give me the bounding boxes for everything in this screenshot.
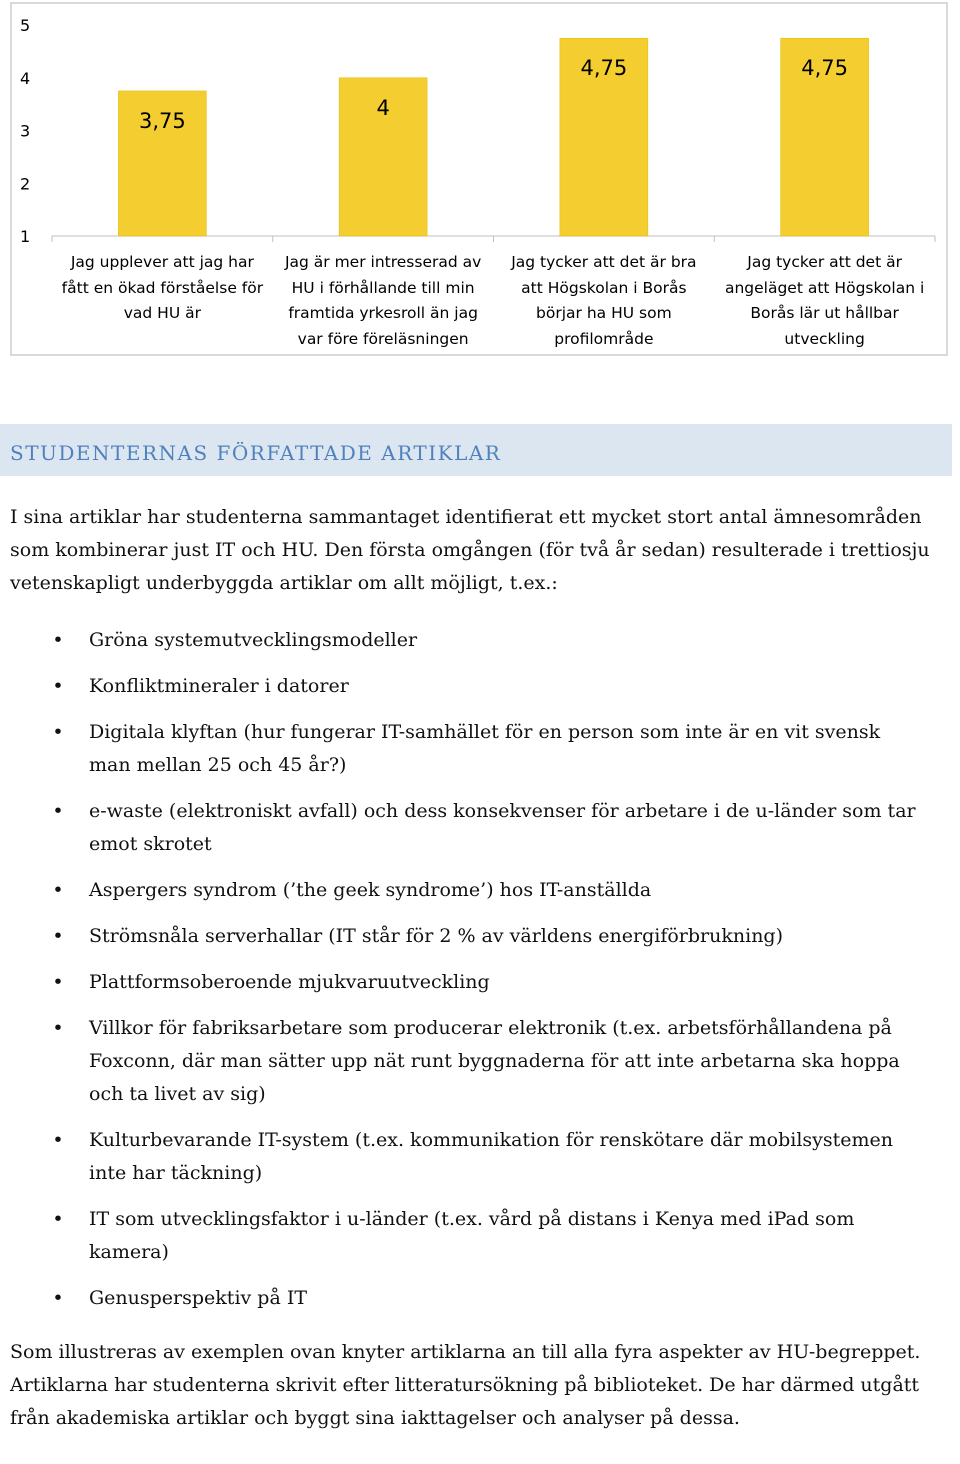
bullet-icon: • xyxy=(52,925,64,947)
y-tick-label: 1 xyxy=(20,227,31,246)
list-item-text: Kulturbevarande IT-system (t.ex. kommunikation för renskötare där mobilsystemen inte har täckning) xyxy=(89,1129,894,1184)
data-label: 4,75 xyxy=(580,56,628,81)
bullet-icon: • xyxy=(52,800,64,822)
bar-chart xyxy=(10,2,948,356)
data-label: 3,75 xyxy=(138,108,186,133)
y-tick-label: 5 xyxy=(20,16,31,35)
list-item-text: Strömsnåla serverhallar (IT står för 2 % av världens energiförbrukning) xyxy=(89,925,784,947)
bullet-icon: • xyxy=(52,721,64,743)
data-label: 4,75 xyxy=(801,56,849,81)
list-item-text: IT som utvecklingsfaktor i u-länder (t.ex. vård på distans i Kenya med iPad som kamera) xyxy=(89,1208,855,1263)
list-item-text: Konfliktmineraler i datorer xyxy=(89,675,349,697)
y-tick-label: 2 xyxy=(20,174,31,194)
bullet-icon: • xyxy=(52,1129,64,1151)
bullet-icon: • xyxy=(52,879,64,901)
category-label: Jag är mer intresserad av HU i förhållande till min framtida yrkesroll än jag var före föreläsningen xyxy=(284,253,482,348)
list-item-text: Plattformsoberoende mjukvaruutveckling xyxy=(89,971,490,993)
y-tick-label: 4 xyxy=(20,68,31,88)
bullet-icon: • xyxy=(52,675,64,697)
list-item-text: Villkor för fabriksarbetare som producerar elektronik (t.ex. arbetsförhållandena på Foxconn, där man sätter upp nät runt byggnaderna för att inte arbetarna ska hoppa och ta livet av sig) xyxy=(89,1017,900,1105)
intro-paragraph: I sina artiklar har studenterna sammantaget identifierat ett mycket stort antal ämnesområden som kombinerar just IT och HU. Den första omgången (för två år sedan) resulterade i trettiosju vetenskapligt underbyggda artiklar om allt möjligt, t.ex.: xyxy=(10,506,930,594)
y-tick-label: 3 xyxy=(20,121,31,141)
category-label: Jag tycker att det är bra att Högskolan i Borås börjar ha HU som profilområde xyxy=(511,253,697,348)
list-item-text: Digitala klyftan (hur fungerar IT-samhället för en person som inte är en vit svensk man mellan 25 och 45 år?) xyxy=(89,721,881,776)
data-label: 4 xyxy=(376,95,390,120)
list-item-text: Gröna systemutvecklingsmodeller xyxy=(89,629,418,651)
list-item-text: e-waste (elektroniskt avfall) och dess konsekvenser för arbetare i de u-länder som tar emot skrotet xyxy=(89,800,916,855)
category-label: Jag tycker att det är angeläget att Högskolan i Borås lär ut hållbar utveckling xyxy=(724,253,925,348)
list-item-text: Aspergers syndrom (’the geek syndrome’) hos IT-anställda xyxy=(89,879,652,901)
bullet-icon: • xyxy=(52,1208,64,1230)
section-title: STUDENTERNAS FÖRFATTADE ARTIKLAR xyxy=(10,441,502,465)
bullet-icon: • xyxy=(52,1287,64,1309)
closing-paragraph: Som illustreras av exemplen ovan knyter artiklarna an till alla fyra aspekter av HU-begreppet. Artiklarna har studenterna skrivit efter litteratursökning på biblioteket. De har därmed utgått från akademiska artiklar och byggt sina iakttagelser och analyser på dessa. xyxy=(10,1341,921,1429)
bullet-icon: • xyxy=(52,629,64,651)
bullet-icon: • xyxy=(52,971,64,993)
category-label: Jag upplever att jag har fått en ökad förståelse för vad HU är xyxy=(61,253,264,322)
bullet-icon: • xyxy=(52,1017,64,1039)
list-item-text: Genusperspektiv på IT xyxy=(89,1287,307,1309)
